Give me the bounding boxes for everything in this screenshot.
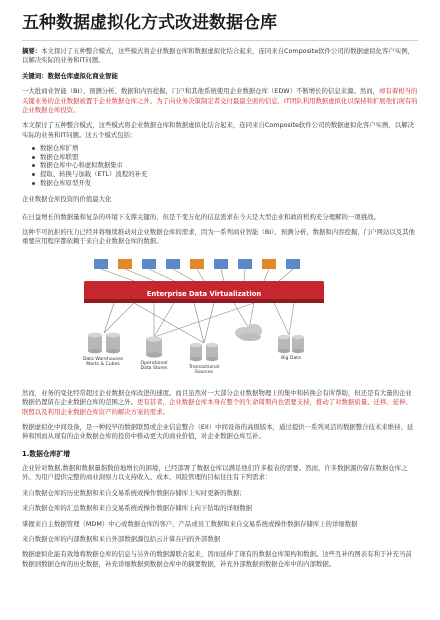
ods-cylinder <box>146 336 162 357</box>
list-item: 数据仓库原型开发 <box>40 179 418 188</box>
paragraph-1 <box>22 87 418 115</box>
keywords <box>22 72 418 81</box>
label-big-data: Big Data <box>281 355 301 361</box>
requirement-line-2: 来自数据仓库的汇总数据和来自交易系统或操作数据存储库上向下钻取的详细数据 <box>22 504 253 513</box>
banner-label: Enterprise Data Virtualization <box>146 289 262 298</box>
consumer-links <box>101 269 293 281</box>
section-heading-augmentation: 1.数据仓库扩增 <box>22 449 71 458</box>
paragraph-7: 企业针对数据,数据和数据量指数倍地增长的困境，已经部署了数据仓库以满足他们许多报表的需要。然而，许多数据源仍留在数据仓库之外。为用户提供完整的商业洞察力以支持收入、成本、风险管理的目标往往有下列需求： <box>22 463 408 482</box>
abstract-text: 本文探讨了五种整合模式，这些模式将企业数据仓库和数据虚拟化结合起来，连同来自Composite软件公司的数据虚拟化客户实例，以解决实际的业务和IT问题。 <box>22 47 414 65</box>
page-title: 五种数据虚拟化方式改进数据仓库 <box>22 13 277 33</box>
transactional-cylinders <box>190 343 218 361</box>
abstract <box>22 47 418 66</box>
cloud-icon <box>235 324 262 341</box>
label-data-warehouses: Data Warehouses Marts & Cubes <box>82 356 124 368</box>
requirement-line-3: 掌握来自主数据管理（MDM）中心或数据仓库的客户、产品或员工数据和来自交易系统或操作数据存储库上的详细数据 <box>22 519 358 528</box>
paragraph-2: 本文探讨了五种整合模式，这些模式将企业数据仓库和数据虚拟化结合起来，连同来自Composite软件公司的数据虚拟化客户实例，以解决实际的业务和IT问题。这五个模式包括： <box>22 121 414 139</box>
requirement-line-4: 来自数据仓库的内部数据和来自外部数据源包括云计算在内的外部数据 <box>22 534 221 543</box>
paragraph-6: 数据虚拟化中间设备，是一种较早的数据联盟或企业信息整合（EII）中间设备的高级版本，通过提供一系列灵活的数据整合技术来维持、延伸和国而从现有的企业数据仓库的投资中推动更大的商业价值，对企业数据仓库互补。 <box>22 423 414 441</box>
section-heading-value: 企业数据仓库投资的价值最大化 <box>22 195 112 204</box>
consumer-nodes <box>94 259 300 269</box>
paragraph-1-highlight: 却有着相当的关键业务的企业数据被置于企业数据仓库之外。为了向业务决策制定者交付最最全面的信息，IT团队利用数据虚拟化以保持和扩展他们现有的企业数据仓库投资。 <box>22 87 418 115</box>
paragraph-3: 在日益增长的数据量和复杂的环境下支撑关键的、但是千变万化的信息需求在今天是大型企业和政府机构充分理解的一项挑战。 <box>22 212 380 221</box>
list-item: 数据仓库联盟 <box>40 153 418 162</box>
label-transactional-sources: Transactional Sources <box>188 364 220 376</box>
abstract-label: 摘要： <box>22 47 42 55</box>
big-data-cylinders <box>278 335 304 353</box>
label-operational-data-stores: Operational Data Stores <box>140 360 168 372</box>
paragraph-5 <box>22 389 418 417</box>
title-divider <box>22 40 418 41</box>
source-links <box>104 303 294 343</box>
pattern-list <box>40 144 418 187</box>
data-warehouse-cylinders <box>88 332 120 353</box>
paragraph-1-text: 一大批商业智能（BI）、预测分析、数据和内容挖掘，门户和其他系统使用企业数据仓库（EDW）不断增长的信息来源。然而， <box>22 87 380 96</box>
paragraph-4: 这种不可抗拒的压力已经并将继续推动对企业数据仓库的需求，因为一系列商业智能（BI）、预测分析、数据和内容挖掘，门户网站以及其他重要应用程序都依赖于来自企业数据仓库的数据。 <box>22 228 415 246</box>
data-virtualization-diagram <box>74 253 334 381</box>
paragraph-8: 数据虚拟化能有效地将数据仓库的信息与另外的数据源联合起来，因而延伸了现有的数据仓库架构和数据。这些互补的图表有利于补充当前数据到数据仓库的历史数据，补充详细数据到数据仓库中的摘要数据，补充外部数据到数据仓库中的内部数据。 <box>22 550 412 568</box>
list-item: 数据仓库扩增 <box>40 144 418 153</box>
keywords-text: 数据仓库虚拟化商业智能 <box>47 71 118 80</box>
list-item: 提取、转换与加载（ETL）流程的补充 <box>40 170 418 179</box>
keywords-label: 关键词： <box>22 71 48 80</box>
paragraph-5-text: 然而，业务的变化经常超过企业数据仓库改进的速度。而且虽然对一大部分企业数据物理上的集中和转换会有所帮助，但还是有大量的企业数据仍置留在企业数据仓库的范围之外。 <box>22 388 412 407</box>
paragraph-5-highlight: 更有甚者，企业数据仓库本身在整个的生命周期内也需要支持，推动了对数据质量、迁移、延伸、联盟以及利用企业数据仓库资产的解决方案的需求。 <box>22 398 412 416</box>
requirement-line-1: 来自数据仓库的历史数据和来自交易系统或操作数据存储库上实时更新的数据； <box>22 488 246 497</box>
list-item: 数据仓库中心和虚拟数据集市 <box>40 161 418 170</box>
